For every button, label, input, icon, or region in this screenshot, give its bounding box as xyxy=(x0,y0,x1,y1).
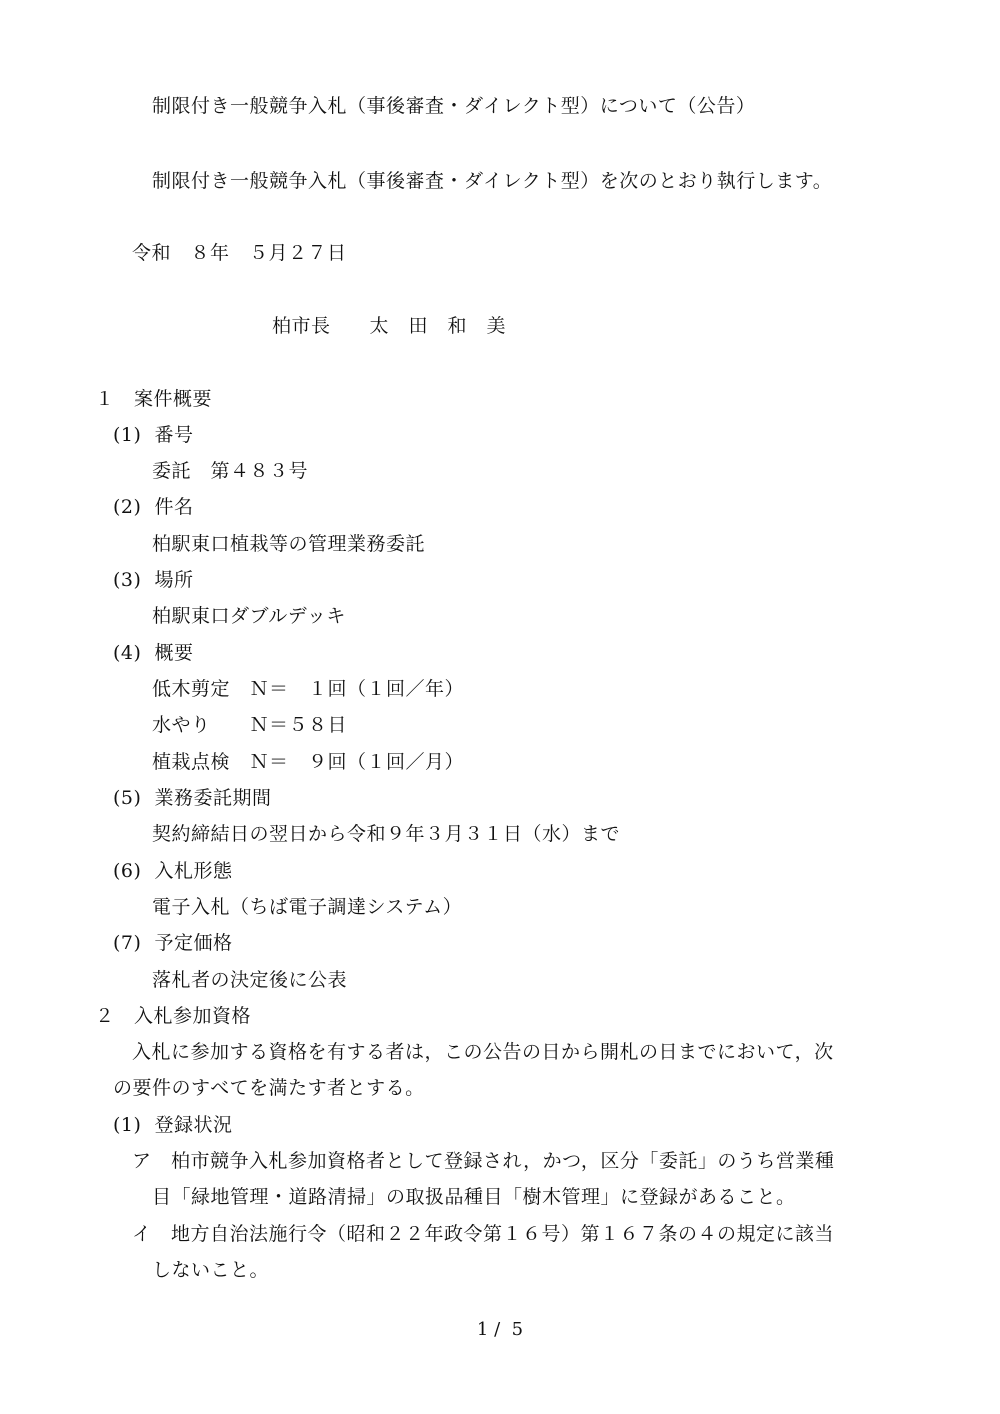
requirement-a-line1: ア 柏市競争入札参加資格者として登録され，かつ，区分「委託」のうち営業種 xyxy=(132,1150,835,1172)
item3-value: 柏駅東口ダブルデッキ xyxy=(152,605,346,627)
notice-date: 令和 ８年 ５月２７日 xyxy=(132,242,347,264)
item4-line2: 水やり Ｎ＝５８日 xyxy=(152,714,348,736)
issuer-name: 柏市長 太 田 和 美 xyxy=(272,315,507,337)
requirement-i-line2: しないこと。 xyxy=(152,1259,270,1281)
item5-value: 契約締結日の翌日から令和９年３月３１日（水）まで xyxy=(152,823,621,845)
section2-heading: ２ 入札参加資格 xyxy=(95,1005,252,1027)
intro-text: 制限付き一般競争入札（事後審査・ダイレクト型）を次のとおり執行します。 xyxy=(152,170,833,192)
item4-line3: 植栽点検 Ｎ＝ ９回（１回／月） xyxy=(152,751,465,773)
item2-label: (2) 件名 xyxy=(113,496,194,518)
section2-para-line1: 入札に参加する資格を有する者は，この公告の日から開札の日までにおいて，次 xyxy=(132,1041,834,1063)
item7-value: 落札者の決定後に公表 xyxy=(152,969,348,991)
section2-para-line2: の要件のすべてを満たす者とする。 xyxy=(113,1077,425,1099)
item5-label: (5) 業務委託期間 xyxy=(113,787,272,809)
section2-item1-label: (1) 登録状況 xyxy=(113,1114,233,1136)
item1-value: 委託 第４８３号 xyxy=(152,460,309,482)
page-number: 1 / 5 xyxy=(476,1319,524,1340)
item4-line1: 低木剪定 Ｎ＝ １回（１回／年） xyxy=(152,678,465,700)
requirement-a-line2: 目「緑地管理・道路清掃」の取扱品種目「樹木管理」に登録があること。 xyxy=(152,1186,796,1208)
item1-label: (1) 番号 xyxy=(113,424,194,446)
item7-label: (7) 予定価格 xyxy=(113,932,233,954)
item2-value: 柏駅東口植栽等の管理業務委託 xyxy=(152,533,426,555)
item6-value: 電子入札（ちば電子調達システム） xyxy=(152,896,463,918)
requirement-i-line1: イ 地方自治法施行令（昭和２２年政令第１６号）第１６７条の４の規定に該当 xyxy=(132,1223,835,1245)
item6-label: (6) 入札形態 xyxy=(113,860,233,882)
document-title: 制限付き一般競争入札（事後審査・ダイレクト型）について（公告） xyxy=(152,95,756,117)
section1-heading: １ 案件概要 xyxy=(95,388,213,410)
item4-label: (4) 概要 xyxy=(113,642,194,664)
item3-label: (3) 場所 xyxy=(113,569,194,591)
